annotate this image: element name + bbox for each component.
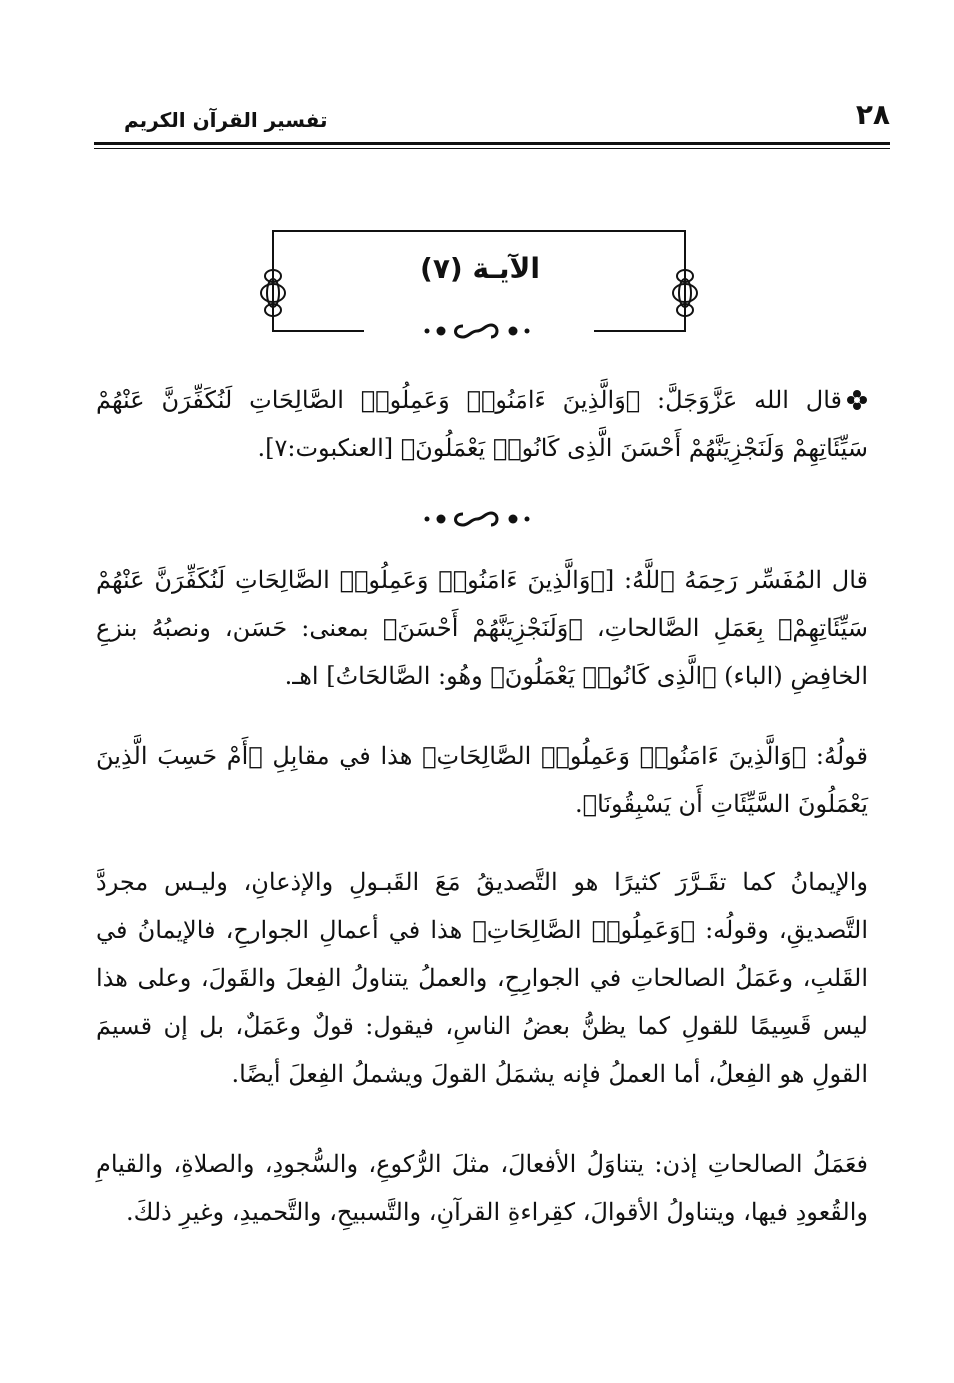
header-rule [94,142,890,145]
commentary-paragraph: والإيمانُ كما تقَـرَّرَ كثيرًا هو التَّصديقُ مَعَ القَبـولِ والإذعانِ، وليـس مجردَّ التَّصديقِ، وقولُه: ﴿وَعَمِلُوا۟ الصَّالِحَاتِ﴾ هذا في أعمالِ الجوارحِ، فالإيمانُ في القَلبِ، وعَمَلُ الصالحاتِ في الجوارِحِ، والعملُ يتناولُ الفِعلَ والقَولَ، وعلى هذا ليس قَسِيمًا للقولِ كما يظنُّ بعضُ الناسِ، فيقول: قولٌ وعَمَلٌ، بل إن قسيمَ القولِ هو الفِعلُ، أما العملُ فإنه يشمَلُ القولَ ويشملُ الفِعلَ أيضًا. [96,868,868,1088]
paragraph [96,1140,868,1236]
frame-foot-right [594,330,686,332]
verse-text: قال الله عَزَّوَجَلَّ: ﴿وَالَّذِينَ ءَامَنُوا۟ وَعَمِلُوا۟ الصَّالِحَاتِ لَنُكَفِّرَنَّ عَنْهُمْ سَيِّئَاتِهِمْ وَلَنَجْزِيَنَّهُمْ أَحْسَنَ الَّذِى كَانُوا۟ يَعْمَلُونَ﴾ [العنكبوت:٧]. [96,386,868,462]
paragraph [96,556,868,700]
frame-foot-left [272,330,364,332]
page-number: ٢٨ [855,98,890,131]
header-rule-thin [94,148,890,149]
flower-icon [846,389,868,411]
divider-ornament-icon [417,508,537,530]
commentary-paragraph: فعَمَلُ الصالحاتِ إذن: يتناوَلُ الأفعالَ، مثلَ الرُّكوعِ، والسُّجودِ، والصلاةِ، والقيامِ والقُعودِ فيها، ويتناولُ الأقوالَ، كقِراءةِ القرآنِ، والتَّسبيحِ، والتَّحميدِ، وغيرِ ذلكَ. [96,1150,869,1226]
paragraph [96,858,868,1098]
running-title: تفسير القرآن الكريم [124,108,328,132]
divider-ornament-icon [417,320,537,342]
verse-block [96,376,868,472]
commentary-paragraph: قال المُفَسِّر رَحِمَهُ ٱللَّهُ: [﴿وَالَّذِينَ ءَامَنُوا۟ وَعَمِلُوا۟ الصَّالِحَاتِ لَنُكَفِّرَنَّ عَنْهُمْ سَيِّئَاتِهِمْ﴾ بِعَمَلِ الصَّالحاتِ، ﴿وَلَنَجْزِيَنَّهُمْ أَحْسَنَ﴾ بمعنى: حَسَن، ونصبُهُ بنزعِ الخافِضِ (الباء) ﴿الَّذِى كَانُوا۟ يَعْمَلُونَ﴾ وهُو: الصَّالحَاتُ] اهـ. [96,566,868,690]
section-title-frame [272,230,688,332]
section-title: الآيـة (٧) [420,252,540,285]
paragraph [96,732,868,828]
running-header [94,98,890,154]
commentary-paragraph: قولُهُ: ﴿وَالَّذِينَ ءَامَنُوا۟ وَعَمِلُوا۟ الصَّالِحَاتِ﴾ هذا في مقابِلِ ﴿أَمْ حَسِبَ الَّذِينَ يَعْمَلُونَ السَّيِّئَاتِ أَن يَسْبِقُونَا﴾. [96,742,868,818]
